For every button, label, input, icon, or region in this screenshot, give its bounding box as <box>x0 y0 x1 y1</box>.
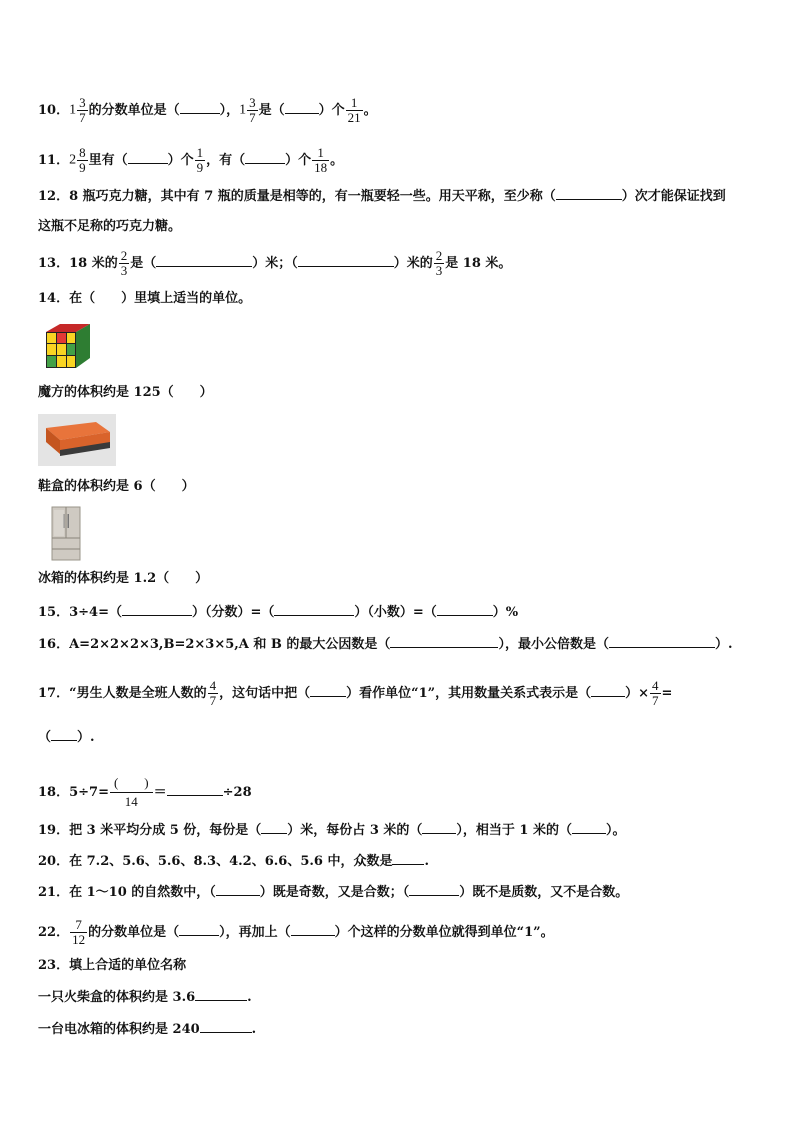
text: 17．“男生人数是全班人数的 <box>38 686 207 701</box>
text: ）个 <box>285 153 312 168</box>
answer-blank[interactable] <box>261 821 287 834</box>
numerator: 8 <box>79 145 86 160</box>
fraction <box>110 774 153 811</box>
question-21 <box>38 883 628 902</box>
item-shoebox <box>38 478 195 496</box>
text: 是（ <box>258 103 285 118</box>
numerator: 3 <box>249 95 256 110</box>
text: 的分数单位是（ <box>88 103 180 118</box>
numerator: 7 <box>70 918 87 933</box>
answer-blank[interactable] <box>156 254 252 267</box>
answer-blank[interactable] <box>216 883 260 896</box>
fraction <box>208 679 219 708</box>
answer-blank[interactable] <box>128 151 168 164</box>
numerator: 1 <box>312 146 329 161</box>
numerator: 3 <box>79 95 86 110</box>
fraction <box>70 918 87 947</box>
text: 魔方的体积约是 125（ ） <box>38 385 213 400</box>
answer-blank[interactable] <box>195 988 247 1001</box>
answer-blank[interactable] <box>409 883 459 896</box>
question-18 <box>38 774 252 811</box>
fraction <box>77 146 88 175</box>
text: 一只火柴盒的体积约是 3.6 <box>38 990 196 1005</box>
answer-blank[interactable] <box>200 1020 252 1033</box>
mixed-whole: 1 <box>69 102 77 118</box>
text: . <box>424 854 429 869</box>
text: ）， <box>219 103 240 118</box>
text: 是 18 米。 <box>445 256 512 271</box>
denominator: 14 <box>124 794 138 809</box>
text: 。 <box>330 153 344 168</box>
text: 13．18 米的 <box>38 256 118 271</box>
answer-blank[interactable] <box>310 684 346 697</box>
text: ）个这样的分数单位就得到单位“1”。 <box>334 925 554 940</box>
question-23 <box>38 957 186 975</box>
answer-blank[interactable] <box>51 728 77 741</box>
denominator: 7 <box>249 110 256 125</box>
question-12-line-2 <box>38 218 181 236</box>
numerator: 4 <box>209 678 217 693</box>
text: 冰箱的体积约是 1.2（ ） <box>38 571 209 586</box>
text: ，这句话中把（ <box>219 686 311 701</box>
numerator-parens[interactable]: ( ) <box>110 774 153 793</box>
rubiks-cube-icon <box>42 322 94 372</box>
text: ）% <box>492 605 519 620</box>
question-12 <box>38 187 726 206</box>
question-10 <box>38 96 377 125</box>
text: ）既是奇数，又是合数；（ <box>259 885 410 900</box>
text: . <box>247 990 252 1005</box>
mixed-whole: 1 <box>239 102 247 118</box>
text: ）米，每份占 3 米的（ <box>287 823 423 838</box>
denominator: 18 <box>314 160 328 175</box>
fraction <box>346 96 363 125</box>
text: ）。 <box>606 823 626 838</box>
text: ）米；（ <box>252 256 298 271</box>
numerator: 4 <box>652 678 659 693</box>
text: 16．A=2×2×2×3,B=2×3×5,A 和 B 的最大公因数是（ <box>38 637 391 652</box>
text: 12．8 瓶巧克力糖，其中有 7 瓶的质量是相等的，有一瓶要轻一些。用天平称，至少称（ <box>38 189 556 204</box>
text: 20．在 7.2、5.6、5.6、8.3、4.2、6.6、5.6 中，众数是 <box>38 854 393 869</box>
numerator: 2 <box>435 248 443 263</box>
denominator: 7 <box>79 110 86 125</box>
text: ）看作单位“1”，其用数量关系式表示是（ <box>346 686 592 701</box>
text: 一台电冰箱的体积约是 240 <box>38 1022 200 1037</box>
denominator: 7 <box>209 693 217 708</box>
answer-blank[interactable] <box>179 923 219 936</box>
text: 这瓶不足称的巧克力糖。 <box>38 219 182 234</box>
question-20 <box>38 852 429 871</box>
question-17-line-2 <box>38 728 95 747</box>
answer-blank[interactable] <box>572 821 606 834</box>
text: 是（ <box>130 256 157 271</box>
text: ）（分数）=（ <box>191 605 275 620</box>
answer-blank[interactable] <box>392 852 424 865</box>
denominator: 21 <box>347 110 361 125</box>
denominator: 3 <box>435 263 443 278</box>
text: ，有（ <box>206 153 246 168</box>
text: ）米的 <box>393 256 433 271</box>
answer-blank[interactable] <box>245 151 285 164</box>
text: ），再加上（ <box>219 925 291 940</box>
answer-blank[interactable] <box>122 603 192 616</box>
text: 鞋盒的体积约是 6（ ） <box>38 479 195 494</box>
item-rubiks-cube <box>38 384 213 402</box>
question-23-line-2 <box>38 1020 256 1039</box>
answer-blank[interactable] <box>274 603 354 616</box>
text: ）既不是质数，又不是合数。 <box>459 885 629 900</box>
fraction <box>247 96 258 125</box>
text: ）× <box>625 686 650 701</box>
answer-blank[interactable] <box>609 635 715 648</box>
text: 。 <box>363 103 377 118</box>
text: ）次才能保证找到 <box>621 189 726 204</box>
mixed-whole: 2 <box>69 152 77 168</box>
question-13 <box>38 249 511 278</box>
denominator: 9 <box>196 160 204 175</box>
answer-blank[interactable] <box>591 684 625 697</box>
text: 15．3÷4=（ <box>38 605 122 620</box>
q-number: 11． <box>38 153 70 168</box>
answer-blank[interactable] <box>422 821 456 834</box>
text: （ <box>38 730 52 745</box>
denominator: 3 <box>120 263 128 278</box>
question-11 <box>38 146 343 175</box>
text: ）. <box>714 637 733 652</box>
text: ），相当于 1 米的（ <box>456 823 573 838</box>
text: 14．在（ ）里填上适当的单位。 <box>38 291 252 306</box>
answer-blank[interactable] <box>180 101 220 114</box>
answer-blank[interactable] <box>390 635 498 648</box>
fraction <box>312 146 329 175</box>
shoebox-icon <box>38 414 116 466</box>
fraction <box>77 96 88 125</box>
text: . <box>251 1022 257 1037</box>
numerator: 1 <box>346 96 363 111</box>
question-22 <box>38 918 554 947</box>
text: ），最小公倍数是（ <box>498 637 609 652</box>
text: ）个 <box>318 103 345 118</box>
text: ÷28 <box>222 785 252 800</box>
question-15 <box>38 603 518 622</box>
numerator: 2 <box>120 248 128 263</box>
question-17 <box>38 679 672 708</box>
text: ）. <box>77 730 95 745</box>
q-number: 10． <box>38 103 70 118</box>
numerator: 1 <box>196 145 204 160</box>
denominator: 7 <box>652 693 659 708</box>
answer-blank[interactable] <box>437 603 493 616</box>
question-14 <box>38 290 251 308</box>
text: 里有（ <box>88 153 128 168</box>
text: 23．填上合适的单位名称 <box>38 958 187 973</box>
denominator: 9 <box>79 160 86 175</box>
refrigerator-icon <box>48 506 84 562</box>
text: ＝ <box>153 785 167 800</box>
text: 的分数单位是（ <box>88 925 180 940</box>
answer-blank[interactable] <box>285 101 319 114</box>
text: 21．在 1～10 的自然数中，（ <box>38 885 216 900</box>
text: ）（小数）=（ <box>354 605 437 620</box>
denominator: 12 <box>72 932 86 947</box>
question-23-line-1 <box>38 988 252 1007</box>
text: ）个 <box>167 153 194 168</box>
q-number: 22． <box>38 925 70 940</box>
answer-blank[interactable] <box>167 783 223 796</box>
question-19 <box>38 821 626 840</box>
fraction <box>650 679 661 708</box>
answer-blank[interactable] <box>556 187 622 200</box>
fraction <box>119 249 130 278</box>
question-16 <box>38 635 732 654</box>
answer-blank[interactable] <box>298 254 394 267</box>
text: 18．5÷7= <box>38 785 109 800</box>
text: 19．把 3 米平均分成 5 份，每份是（ <box>38 823 262 838</box>
fraction <box>195 146 206 175</box>
answer-blank[interactable] <box>291 923 335 936</box>
text: = <box>661 686 673 701</box>
item-refrigerator <box>38 570 208 588</box>
fraction <box>434 249 445 278</box>
